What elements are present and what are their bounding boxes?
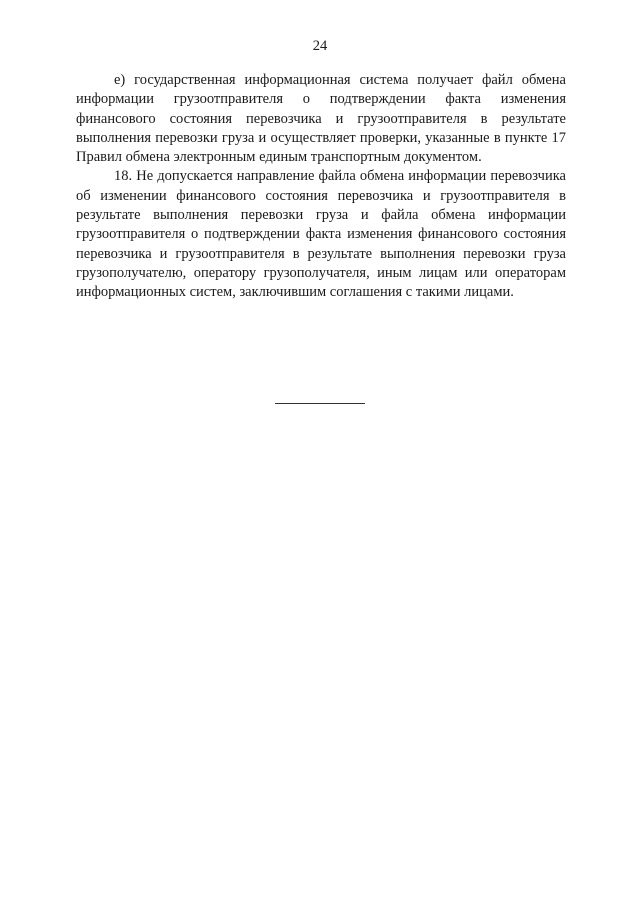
page-number: 24 [312, 38, 328, 54]
end-separator-line [275, 403, 365, 404]
paragraph-18: 18. Не допускается направление файла обмена информации перевозчика об изменении финансового состояния перевозчика и грузоотправителя в результате выполнения перевозки груза и файла обмена информации грузоотправителя о подтверждении факта изменения финансового состояния перевозчика и грузоотправителя в результате выполнения перевозки груза грузополучателю, оператору грузополучателя, иным лицам или операторам информационных систем, заключившим соглашения с такими лицами. [76, 168, 566, 301]
paragraph-e: е) государственная информационная система получает файл обмена информации грузоотправителя о подтверждении факта изменения финансового состояния перевозчика и грузоотправителя в результате выполнения перевозки груза и осуществляет проверки, указанные в пункте 17 Правил обмена электронным единым транспортным документом. [76, 72, 566, 166]
document-body [76, 71, 566, 303]
